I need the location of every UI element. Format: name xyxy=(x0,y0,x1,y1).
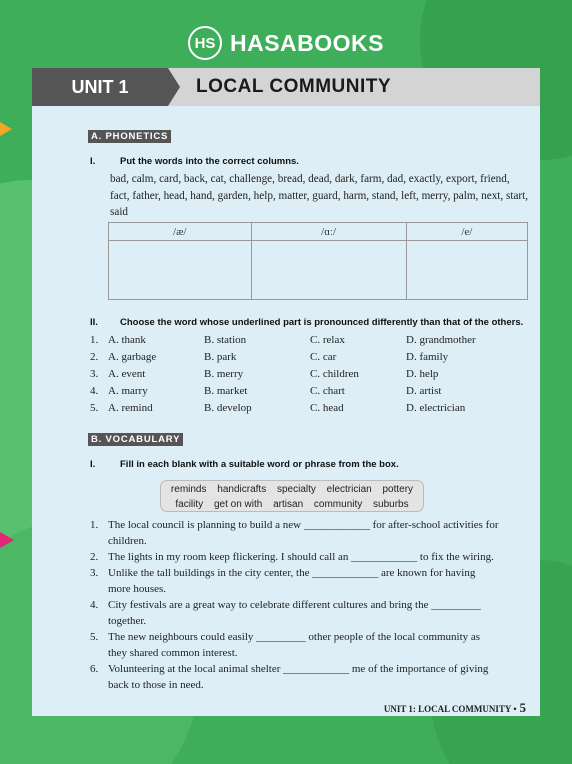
page-footer xyxy=(384,700,526,716)
section-a-heading: A. PHONETICS xyxy=(88,130,171,143)
option-d[interactable]: D. artist xyxy=(406,385,442,397)
item-number: 3. xyxy=(90,368,99,380)
item-number: 6. xyxy=(90,663,99,675)
instruction-text: Choose the word whose underlined part is pronounced differently than that of the others. xyxy=(120,317,524,328)
phonetics-table xyxy=(108,222,528,300)
option-b[interactable]: B. market xyxy=(204,385,248,397)
word-box-row xyxy=(161,497,423,512)
option-d[interactable]: D. family xyxy=(406,351,449,363)
answer-cell[interactable] xyxy=(251,241,406,300)
option-c[interactable]: C. chart xyxy=(310,385,345,397)
answer-cell[interactable] xyxy=(406,241,527,300)
item-text: Volunteering at the local animal shelter ____________ me of the importance of giving back to those in need. xyxy=(108,663,489,691)
item-number: 4. xyxy=(90,385,99,397)
unit-tag-arrow xyxy=(168,68,180,106)
option-b[interactable]: B. park xyxy=(204,351,237,363)
question-2-instruction xyxy=(90,317,524,328)
box-word: facility xyxy=(175,499,204,510)
item-number: 2. xyxy=(90,351,99,363)
answer-cell[interactable] xyxy=(109,241,252,300)
option-b[interactable]: B. station xyxy=(204,334,247,346)
unit-title: LOCAL COMMUNITY xyxy=(196,76,392,97)
brand-name: HASABOOKS xyxy=(230,29,385,56)
box-word: reminds xyxy=(170,484,207,495)
question-number: II. xyxy=(90,317,98,328)
box-word: handicrafts xyxy=(217,484,267,495)
box-word: specialty xyxy=(276,484,316,495)
box-word: artisan xyxy=(273,499,304,510)
item-text: Unlike the tall buildings in the city center, the ____________ are known for having more houses. xyxy=(108,567,476,595)
question-number: I. xyxy=(90,156,96,167)
option-d[interactable]: D. grandmother xyxy=(406,334,476,346)
instruction-text: Put the words into the correct columns. xyxy=(120,156,299,167)
option-c[interactable]: C. head xyxy=(310,402,344,414)
section-b-heading: B. VOCABULARY xyxy=(88,433,183,446)
option-a[interactable]: A. event xyxy=(108,368,146,380)
option-c[interactable]: C. children xyxy=(310,368,359,380)
option-c[interactable]: C. car xyxy=(310,351,337,363)
word-box xyxy=(160,480,424,512)
footer-label: UNIT 1: LOCAL COMMUNITY • xyxy=(383,704,517,714)
option-b[interactable]: B. develop xyxy=(204,402,252,414)
item-text: The lights in my room keep flickering. I should call an ____________ to fix the wiring. xyxy=(108,551,494,563)
column-header: /ɑː/ xyxy=(251,223,406,241)
unit-tag: UNIT 1 xyxy=(32,68,168,106)
option-d[interactable]: D. electrician xyxy=(406,402,466,414)
option-a[interactable]: A. remind xyxy=(108,402,153,414)
item-text: City festivals are a great way to celebrate different cultures and bring the _________ together. xyxy=(108,599,481,627)
item-number: 4. xyxy=(90,599,99,611)
option-c[interactable]: C. relax xyxy=(310,334,345,346)
option-d[interactable]: D. help xyxy=(406,368,439,380)
item-text: The local council is planning to build a new ____________ for after-school activities for children. xyxy=(108,519,499,547)
option-a[interactable]: A. marry xyxy=(108,385,148,397)
box-word: electrician xyxy=(326,484,372,495)
question-1-instruction xyxy=(90,156,299,167)
column-header: /æ/ xyxy=(109,223,252,241)
box-word: community xyxy=(313,499,363,510)
item-number: 5. xyxy=(90,631,99,643)
word-list: bad, calm, card, back, cat, challenge, bread, dead, dark, farm, dad, exactly, export, friend, fact, father, head, hand, garden, help, matter, guard, harm, stand, left, merry, palm, next, start, said xyxy=(110,173,529,218)
workbook-page xyxy=(32,68,540,716)
question-3-instruction xyxy=(90,459,399,470)
item-number: 1. xyxy=(90,519,99,531)
page-number: 5 xyxy=(519,700,526,715)
option-a[interactable]: A. thank xyxy=(108,334,146,346)
box-word: pottery xyxy=(382,484,414,495)
box-word: get on with xyxy=(213,499,263,510)
item-number: 1. xyxy=(90,334,99,346)
brand-logo xyxy=(188,26,384,60)
item-text: The new neighbours could easily _________ other people of the local community as they shared common interest. xyxy=(108,631,481,659)
item-number: 5. xyxy=(90,402,99,414)
item-number: 3. xyxy=(90,567,99,579)
box-word: suburbs xyxy=(373,499,409,510)
instruction-text: Fill in each blank with a suitable word or phrase from the box. xyxy=(120,459,399,470)
orange-triangle xyxy=(0,122,12,136)
word-box-row xyxy=(161,482,423,497)
pink-triangle xyxy=(0,532,14,548)
question-number: I. xyxy=(90,459,96,470)
column-header: /e/ xyxy=(406,223,527,241)
option-a[interactable]: A. garbage xyxy=(108,351,157,363)
item-number: 2. xyxy=(90,551,99,563)
option-b[interactable]: B. merry xyxy=(204,368,244,380)
logo-mark-icon: HS xyxy=(188,26,222,60)
